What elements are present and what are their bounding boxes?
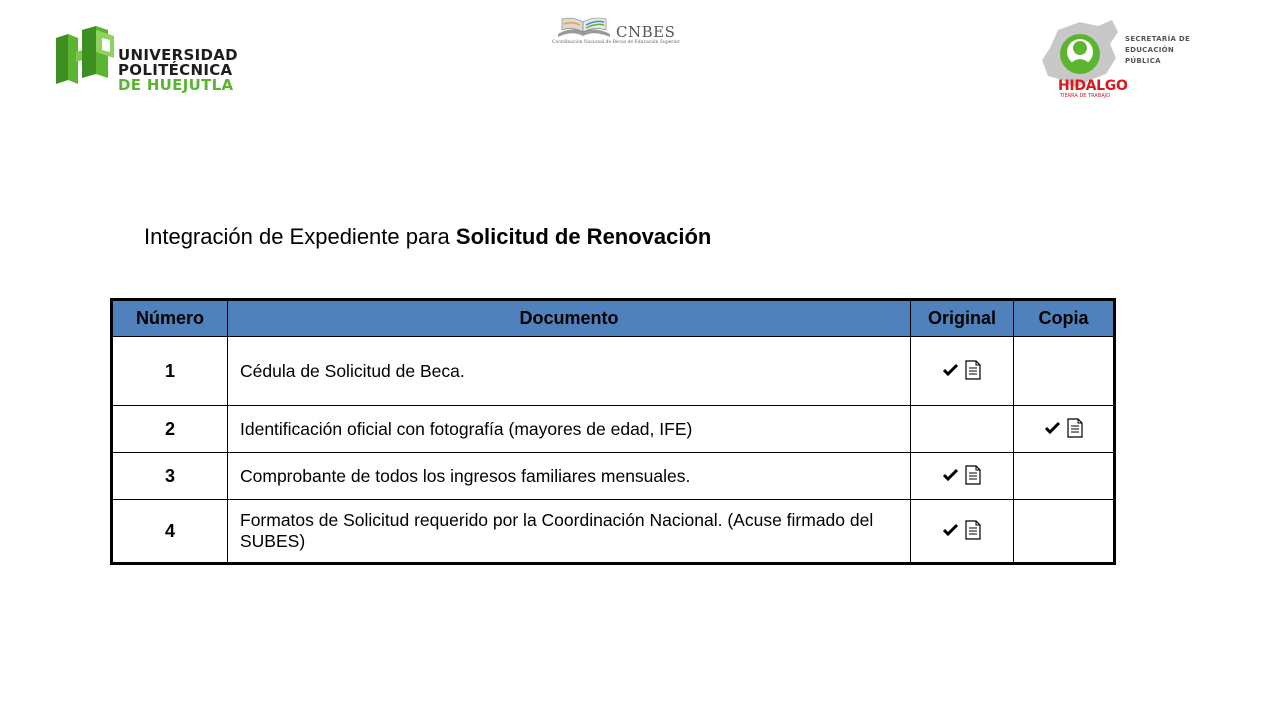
open-book-icon xyxy=(552,16,614,40)
checkmark-icon xyxy=(1045,421,1061,435)
document-icon xyxy=(965,360,981,380)
university-name-line3: DE HUEJUTLA xyxy=(118,76,234,94)
table-row xyxy=(112,406,1115,453)
document-icon xyxy=(1067,418,1083,438)
row-number: 3 xyxy=(112,453,228,500)
row-number: 1 xyxy=(112,337,228,406)
copia-cell xyxy=(1014,453,1115,500)
table-row xyxy=(112,337,1115,406)
checkmark-icon xyxy=(943,468,959,482)
row-document: Cédula de Solicitud de Beca. xyxy=(228,337,911,406)
copia-cell xyxy=(1014,337,1115,406)
row-document: Comprobante de todos los ingresos familiares mensuales. xyxy=(228,453,911,500)
column-header-documento: Documento xyxy=(228,300,911,337)
row-document: Formatos de Solicitud requerido por la Coordinación Nacional. (Acuse firmado del SUBES) xyxy=(228,500,911,564)
page-title xyxy=(144,224,711,250)
checkmark-icon xyxy=(943,523,959,537)
copia-cell xyxy=(1014,500,1115,564)
page-title-normal: Integración de Expediente para xyxy=(144,224,456,249)
university-name-line1: UNIVERSIDAD xyxy=(118,46,238,64)
hidalgo-word: HIDALGO xyxy=(1058,78,1128,94)
cnbes-subtitle: Coordinación Nacional de Becas de Educación Superior xyxy=(552,40,680,45)
original-cell xyxy=(911,500,1014,564)
column-header-copia: Copia xyxy=(1014,300,1115,337)
university-emblem-icon xyxy=(52,24,118,92)
table-row xyxy=(112,453,1115,500)
copia-cell xyxy=(1014,406,1115,453)
column-header-original: Original xyxy=(911,300,1014,337)
row-number: 4 xyxy=(112,500,228,564)
sep-line2: EDUCACIÓN xyxy=(1125,46,1175,54)
row-number: 2 xyxy=(112,406,228,453)
university-logo xyxy=(52,24,252,96)
university-name-line2: POLITÉCNICA xyxy=(118,61,233,79)
sep-line1: SECRETARÍA DE xyxy=(1125,35,1191,43)
original-mark xyxy=(943,465,981,485)
original-cell xyxy=(911,453,1014,500)
hidalgo-sep-logo xyxy=(1040,18,1200,102)
sep-line3: PÚBLICA xyxy=(1125,57,1161,65)
column-header-numero: Número xyxy=(112,300,228,337)
checkmark-icon xyxy=(943,363,959,377)
document-icon xyxy=(965,520,981,540)
table-row xyxy=(112,500,1115,564)
original-mark xyxy=(943,360,981,380)
document-icon xyxy=(965,465,981,485)
original-cell xyxy=(911,337,1014,406)
cnbes-logo xyxy=(552,16,680,50)
page-title-bold: Solicitud de Renovación xyxy=(455,224,712,249)
row-document: Identificación oficial con fotografía (mayores de edad, IFE) xyxy=(228,406,911,453)
original-mark xyxy=(943,520,981,540)
table-header-row xyxy=(112,300,1115,337)
cnbes-name: CNBES xyxy=(616,23,676,41)
original-cell xyxy=(911,406,1014,453)
copia-mark xyxy=(1045,418,1083,438)
hidalgo-tagline: TIERRA DE TRABAJO xyxy=(1060,93,1111,99)
sep-name xyxy=(1125,34,1190,67)
document-table xyxy=(110,298,1116,565)
